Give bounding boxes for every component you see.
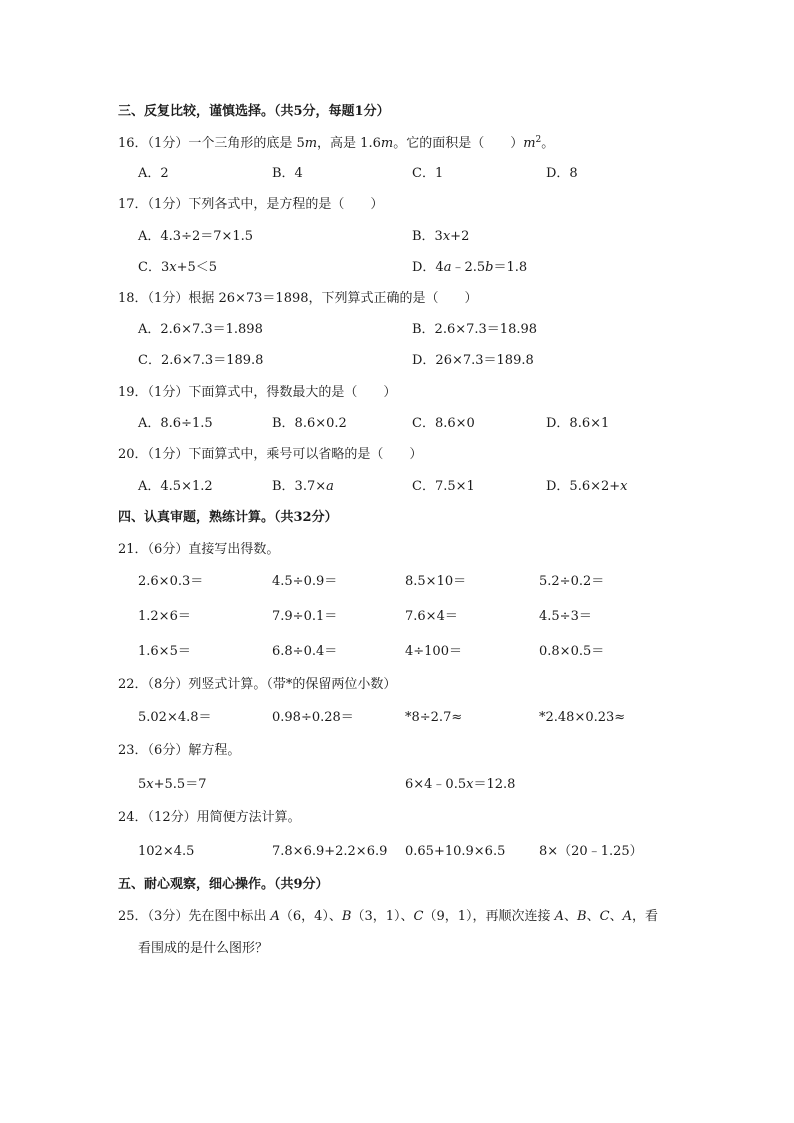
q25-point-b: B [341, 909, 352, 924]
q17-c-text2: +5＜5 [176, 260, 217, 275]
q25-seq-a: A [554, 909, 565, 924]
question-22-stem: 22．（8分）列竖式计算。（带*的保留两位小数） [118, 677, 397, 692]
q25-point-c: C [413, 909, 424, 924]
q17-b-text2: +2 [450, 229, 470, 244]
q24-item: 0.65+10.9×6.5 [405, 844, 506, 859]
q17-option-c [138, 259, 217, 277]
q22-item: *2.48×0.23≈ [539, 710, 626, 725]
q18-option-a: A．2.6×7.3＝1.898 [138, 322, 263, 337]
q21-item: 7.6×4＝ [405, 609, 458, 624]
q25-sep2: 、 [586, 909, 600, 924]
q25-coord-c: （9，1），再顺次连接 [423, 909, 555, 924]
q21-item: 1.2×6＝ [138, 609, 191, 624]
q16-option-a: A．2 [138, 166, 169, 181]
q24-item: 8×（20﹣1.25） [539, 844, 643, 859]
q20-option-b [272, 478, 334, 496]
q23-e1-var: x [146, 777, 154, 792]
q16-text-d: 。 [541, 136, 555, 151]
q20-option-c: C．7.5×1 [412, 479, 475, 494]
q16-option-b: B．4 [272, 166, 303, 181]
q21-item: 2.6×0.3＝ [138, 574, 204, 589]
q17-option-b [412, 228, 469, 246]
question-18-stem: 18．（1分）根据 26×73＝1898，下列算式正确的是（ ） [118, 291, 478, 306]
q17-c-text1: C．3 [138, 260, 170, 275]
question-23-stem: 23．（6分）解方程。 [118, 743, 241, 758]
q20-option-a: A．4.5×1.2 [138, 479, 213, 494]
q16-option-c: C．1 [412, 166, 444, 181]
q24-item: 7.8×6.9+2.2×6.9 [272, 844, 388, 859]
question-17-stem: 17．（1分）下列各式中，是方程的是（ ） [118, 197, 384, 212]
q21-item: 6.8÷0.4＝ [272, 644, 338, 659]
q17-option-d [412, 259, 527, 277]
q17-d-text1: D．4 [412, 260, 444, 275]
q21-item: 4.5÷0.9＝ [272, 574, 338, 589]
q18-option-b: B．2.6×7.3＝18.98 [412, 322, 538, 337]
q22-item: 0.98÷0.28＝ [272, 710, 354, 725]
q21-item: 4.5÷3＝ [539, 609, 592, 624]
q25-sep3: 、 [609, 909, 623, 924]
q20-d-var: x [620, 479, 628, 494]
q17-c-var: x [169, 260, 177, 275]
q21-item: 7.9÷0.1＝ [272, 609, 338, 624]
q23-e2-var: x [466, 777, 474, 792]
q16-unit-m3: m [523, 136, 536, 151]
question-25-stem [118, 908, 658, 926]
q17-b-text1: B．3 [412, 229, 443, 244]
q21-item: 5.2÷0.2＝ [539, 574, 605, 589]
q23-e2-text2: ＝12.8 [473, 777, 516, 792]
q25-sep1: 、 [564, 909, 578, 924]
q23-e1-text1: 5 [138, 777, 147, 792]
q16-text-c: 。它的面积是（ ） [393, 136, 524, 151]
q20-b-var: a [326, 479, 334, 494]
question-16-stem [118, 135, 554, 153]
q20-d-text: D．5.6×2+ [546, 479, 621, 494]
question-19-stem: 19．（1分）下面算式中，得数最大的是（ ） [118, 385, 397, 400]
q23-e2-text1: 6×4﹣0.5 [405, 777, 467, 792]
q16-unit-m2: m [380, 136, 394, 151]
q16-text-a: 16．（1分）一个三角形的底是 5 [118, 136, 305, 151]
question-21-stem: 21．（6分）直接写出得数。 [118, 542, 280, 557]
q25-text1: 25．（3分）先在图中标出 [118, 909, 271, 924]
q18-option-d: D．26×7.3＝189.8 [412, 353, 534, 368]
q25-seq-c: C [599, 909, 610, 924]
q17-d-text3: ＝1.8 [493, 260, 528, 275]
q16-unit-m1: m [304, 136, 318, 151]
q21-item: 1.6×5＝ [138, 644, 191, 659]
q21-item: 0.8×0.5＝ [539, 644, 605, 659]
section-5-heading: 五、耐心观察，细心操作。（共9分） [118, 877, 329, 892]
q25-seq-b: B [577, 909, 587, 924]
q19-option-d: D．8.6×1 [546, 416, 610, 431]
q24-item: 102×4.5 [138, 844, 195, 859]
section-4-heading: 四、认真审题，熟练计算。（共32分） [118, 510, 338, 525]
q17-d-text2: ﹣2.5 [451, 260, 486, 275]
q18-option-c: C．2.6×7.3＝189.8 [138, 353, 264, 368]
q16-exponent: 2 [535, 135, 542, 145]
q17-b-var: x [442, 229, 451, 244]
q19-option-a: A．8.6÷1.5 [138, 416, 213, 431]
q23-equation-1 [138, 776, 206, 794]
q25-point-a: A [270, 909, 280, 924]
q19-option-b: B．8.6×0.2 [272, 416, 347, 431]
section-3-heading: 三、反复比较，谨慎选择。（共5分，每题1分） [118, 104, 390, 119]
q23-e1-text2: +5.5＝7 [153, 777, 207, 792]
q16-text-b: ，高是 1.6 [317, 136, 381, 151]
q17-option-a: A．4.3÷2＝7×1.5 [138, 229, 254, 244]
question-25-stem-line2: 看围成的是什么图形？ [138, 941, 269, 956]
question-24-stem: 24．（12分）用简便方法计算。 [118, 810, 301, 825]
question-20-stem: 20．（1分）下面算式中，乘号可以省略的是（ ） [118, 447, 423, 462]
q25-coord-b: （3，1）、 [351, 909, 414, 924]
q17-d-var-b: b [485, 260, 494, 275]
q25-text2: ，看 [631, 909, 658, 924]
q20-option-d [546, 478, 628, 496]
q17-d-var-a: a [443, 260, 452, 275]
q21-item: 4÷100＝ [405, 644, 462, 659]
q22-item: 5.02×4.8＝ [138, 710, 212, 725]
q22-item: *8÷2.7≈ [405, 710, 463, 725]
q19-option-c: C．8.6×0 [412, 416, 475, 431]
q23-equation-2 [405, 776, 515, 794]
q20-b-text: B．3.7× [272, 479, 327, 494]
q16-option-d: D．8 [546, 166, 578, 181]
q25-seq-a-end: A [622, 909, 632, 924]
q21-item: 8.5×10＝ [405, 574, 467, 589]
q25-coord-a: （6，4）、 [279, 909, 342, 924]
